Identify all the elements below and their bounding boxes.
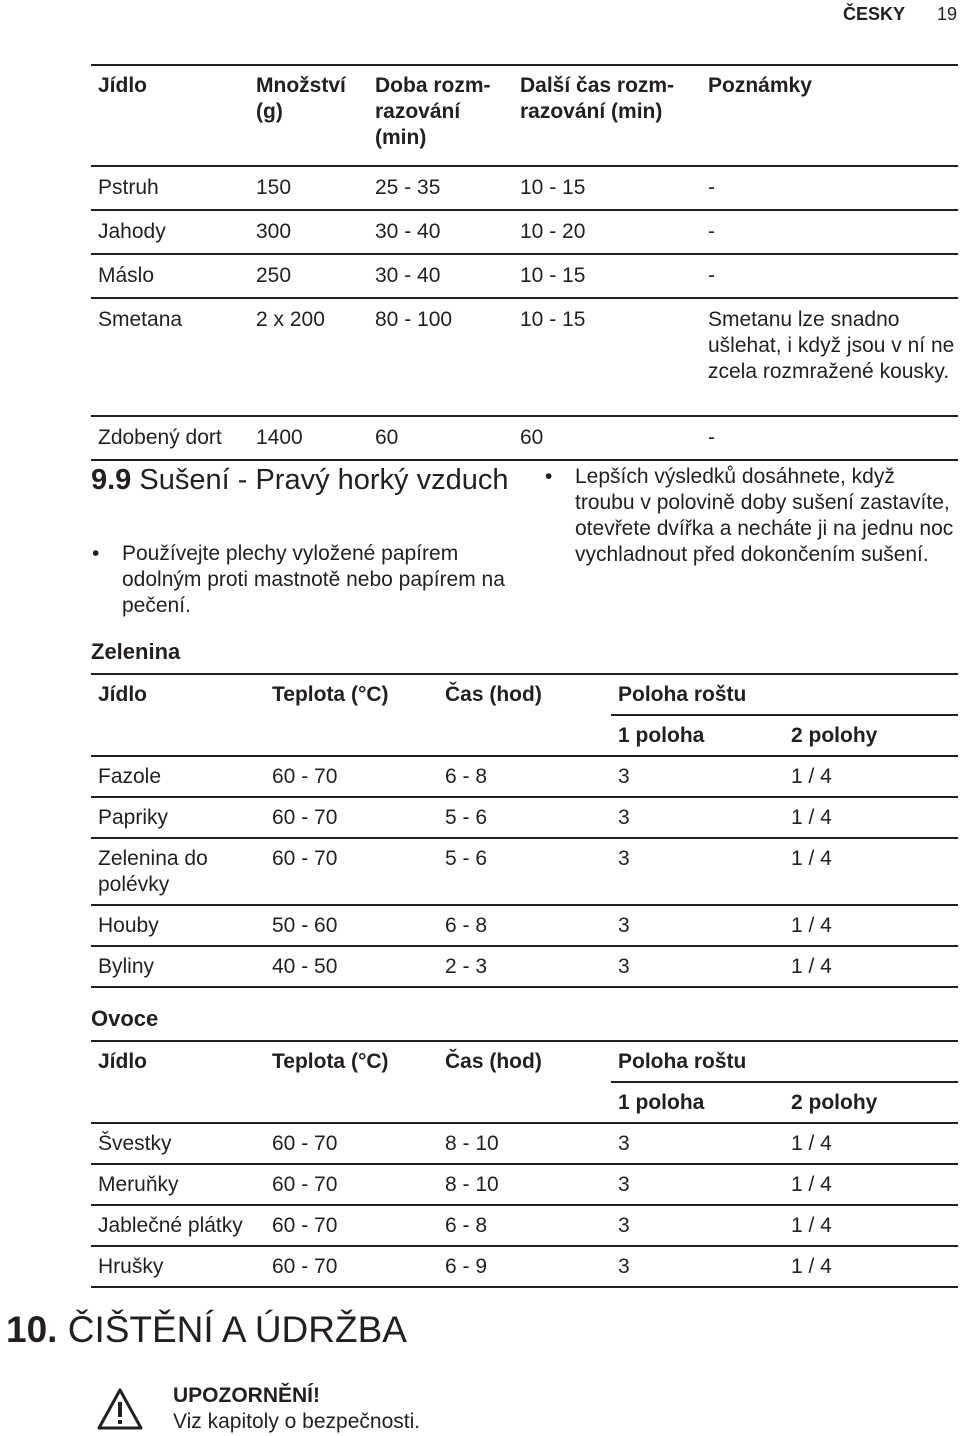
table-row bbox=[91, 838, 958, 905]
defrost-table bbox=[91, 64, 958, 461]
table-row bbox=[91, 1246, 958, 1287]
table-row bbox=[91, 254, 958, 298]
header-cell: Čas (hod) bbox=[438, 1041, 611, 1082]
table-cell: Jablečné plátky bbox=[91, 1205, 265, 1246]
table-cell: 10 - 15 bbox=[513, 298, 701, 416]
table-cell: 3 bbox=[611, 1123, 784, 1164]
vegetables-label: Zelenina bbox=[91, 639, 181, 664]
table-cell: 6 - 8 bbox=[438, 905, 611, 946]
table-cell: Meruňky bbox=[91, 1164, 265, 1205]
header-cell: Teplota (°C) bbox=[265, 1041, 438, 1082]
table-cell: 250 bbox=[249, 254, 368, 298]
bullet-item bbox=[545, 464, 960, 568]
table-cell: 3 bbox=[611, 946, 784, 987]
section-title-text: Sušení - Pravý horký vzduch bbox=[139, 464, 509, 496]
table-cell: Papriky bbox=[91, 797, 265, 838]
table-cell: 6 - 9 bbox=[438, 1246, 611, 1287]
header-cell: Jídlo bbox=[91, 65, 249, 166]
bullet-icon: • bbox=[545, 465, 553, 488]
table-cell: 10 - 20 bbox=[513, 210, 701, 254]
table-cell: 25 - 35 bbox=[368, 166, 513, 210]
header-cell bbox=[438, 715, 611, 756]
header-cell: 1 poloha bbox=[611, 715, 784, 756]
header-cell bbox=[265, 715, 438, 756]
table-header-row bbox=[91, 65, 958, 166]
header-cell: Teplota (°C) bbox=[265, 674, 438, 715]
table-cell: 1 / 4 bbox=[784, 1246, 958, 1287]
table-cell: 60 bbox=[513, 416, 701, 460]
header-cell: 1 poloha bbox=[611, 1082, 784, 1123]
table-cell: Fazole bbox=[91, 756, 265, 797]
table-cell: 60 - 70 bbox=[265, 838, 438, 905]
table-subheader-row bbox=[91, 1082, 958, 1123]
table-cell: 3 bbox=[611, 797, 784, 838]
table-cell: 8 - 10 bbox=[438, 1164, 611, 1205]
table-header-row bbox=[91, 674, 958, 715]
table-row bbox=[91, 756, 958, 797]
page-language: ČESKY bbox=[843, 4, 906, 24]
table-cell: 10 - 15 bbox=[513, 166, 701, 210]
table-cell: 8 - 10 bbox=[438, 1123, 611, 1164]
table-row bbox=[91, 797, 958, 838]
table-cell: Zelenina do polévky bbox=[91, 838, 265, 905]
table-cell: Houby bbox=[91, 905, 265, 946]
table-subheader-row bbox=[91, 715, 958, 756]
vegetables-table bbox=[91, 673, 958, 988]
table-cell: Smetanu lze snadno ušlehat, i když jsou v ní ne zcela rozmražené kousky. bbox=[701, 298, 958, 416]
fruit-table bbox=[91, 1040, 958, 1288]
table-cell: 3 bbox=[611, 1246, 784, 1287]
header-cell: 2 polohy bbox=[784, 1082, 958, 1123]
table-cell: 5 - 6 bbox=[438, 797, 611, 838]
table-cell: 60 - 70 bbox=[265, 797, 438, 838]
table-cell: Smetana bbox=[91, 298, 249, 416]
chapter-heading bbox=[6, 1309, 407, 1351]
bullet-text: Lepších výsledků dosáhnete, když troubu v polovině doby sušení zastavíte, otevřete dvířka a necháte ji na jednu noc vychladnout před dokončením sušení. bbox=[575, 465, 954, 566]
table-row bbox=[91, 1123, 958, 1164]
chapter-number: 10. bbox=[6, 1309, 58, 1350]
table-cell: 1 / 4 bbox=[784, 1164, 958, 1205]
table-cell: 6 - 8 bbox=[438, 756, 611, 797]
header-cell: Doba rozm-razování (min) bbox=[368, 65, 513, 166]
table-cell: 50 - 60 bbox=[265, 905, 438, 946]
header-cell bbox=[91, 1082, 265, 1123]
table-row bbox=[91, 946, 958, 987]
header-cell: Poznámky bbox=[701, 65, 958, 166]
table-cell: 1 / 4 bbox=[784, 797, 958, 838]
table-row bbox=[91, 905, 958, 946]
table-cell: 2 - 3 bbox=[438, 946, 611, 987]
table-cell: 3 bbox=[611, 1205, 784, 1246]
table-cell: - bbox=[701, 254, 958, 298]
header-cell: Množství (g) bbox=[249, 65, 368, 166]
table-row bbox=[91, 1164, 958, 1205]
warning-triangle-icon bbox=[96, 1387, 144, 1431]
table-row bbox=[91, 166, 958, 210]
table-cell: Jahody bbox=[91, 210, 249, 254]
chapter-title: ČIŠTĚNÍ A ÚDRŽBA bbox=[67, 1309, 407, 1350]
table-cell: 300 bbox=[249, 210, 368, 254]
table-cell: - bbox=[701, 210, 958, 254]
table-cell: 1 / 4 bbox=[784, 1123, 958, 1164]
table-cell: 30 - 40 bbox=[368, 210, 513, 254]
table-header-row bbox=[91, 1041, 958, 1082]
section-title bbox=[91, 463, 511, 497]
table-row bbox=[91, 416, 958, 460]
table-cell: Pstruh bbox=[91, 166, 249, 210]
table-cell: 3 bbox=[611, 1164, 784, 1205]
table-cell: 60 - 70 bbox=[265, 1246, 438, 1287]
table-row bbox=[91, 1205, 958, 1246]
table-cell: 80 - 100 bbox=[368, 298, 513, 416]
table-cell: - bbox=[701, 416, 958, 460]
header-cell: Čas (hod) bbox=[438, 674, 611, 715]
bullet-text: Používejte plechy vyložené papírem odolným proti mastnotě nebo papírem na pečení. bbox=[122, 542, 505, 617]
table-cell: Hrušky bbox=[91, 1246, 265, 1287]
table-cell: 1 / 4 bbox=[784, 756, 958, 797]
header-cell: 2 polohy bbox=[784, 715, 958, 756]
table-cell: 60 bbox=[368, 416, 513, 460]
header-cell: Jídlo bbox=[91, 674, 265, 715]
table-cell: 1400 bbox=[249, 416, 368, 460]
table-cell: 3 bbox=[611, 838, 784, 905]
header-cell: Poloha roštu bbox=[611, 674, 958, 715]
table-cell: - bbox=[701, 166, 958, 210]
table-cell: 10 - 15 bbox=[513, 254, 701, 298]
table-cell: 3 bbox=[611, 756, 784, 797]
table-cell: 40 - 50 bbox=[265, 946, 438, 987]
table-row bbox=[91, 210, 958, 254]
section-number: 9.9 bbox=[91, 464, 132, 496]
header-cell bbox=[265, 1082, 438, 1123]
table-cell: 60 - 70 bbox=[265, 1164, 438, 1205]
header-cell bbox=[91, 715, 265, 756]
table-cell: 3 bbox=[611, 905, 784, 946]
table-cell: 2 x 200 bbox=[249, 298, 368, 416]
warning-text: Viz kapitoly o bezpečnosti. bbox=[173, 1410, 421, 1433]
table-cell: 60 - 70 bbox=[265, 1123, 438, 1164]
bullet-item bbox=[92, 541, 517, 619]
bullet-icon: • bbox=[92, 542, 100, 565]
page-number: 19 bbox=[937, 4, 958, 24]
header-cell bbox=[438, 1082, 611, 1123]
table-cell: 1 / 4 bbox=[784, 838, 958, 905]
table-row bbox=[91, 298, 958, 416]
table-cell: 6 - 8 bbox=[438, 1205, 611, 1246]
table-cell: Byliny bbox=[91, 946, 265, 987]
table-cell: Švestky bbox=[91, 1123, 265, 1164]
table-cell: 1 / 4 bbox=[784, 905, 958, 946]
table-cell: 1 / 4 bbox=[784, 946, 958, 987]
fruit-label: Ovoce bbox=[91, 1006, 159, 1031]
table-cell: Zdobený dort bbox=[91, 416, 249, 460]
table-cell: 30 - 40 bbox=[368, 254, 513, 298]
table-cell: 5 - 6 bbox=[438, 838, 611, 905]
header-cell: Další čas rozm-razování (min) bbox=[513, 65, 701, 166]
table-cell: 1 / 4 bbox=[784, 1205, 958, 1246]
header-cell: Poloha roštu bbox=[611, 1041, 958, 1082]
warning-title: UPOZORNĚNÍ! bbox=[173, 1384, 320, 1407]
header-cell: Jídlo bbox=[91, 1041, 265, 1082]
table-cell: 60 - 70 bbox=[265, 756, 438, 797]
table-cell: Máslo bbox=[91, 254, 249, 298]
table-cell: 60 - 70 bbox=[265, 1205, 438, 1246]
table-cell: 150 bbox=[249, 166, 368, 210]
